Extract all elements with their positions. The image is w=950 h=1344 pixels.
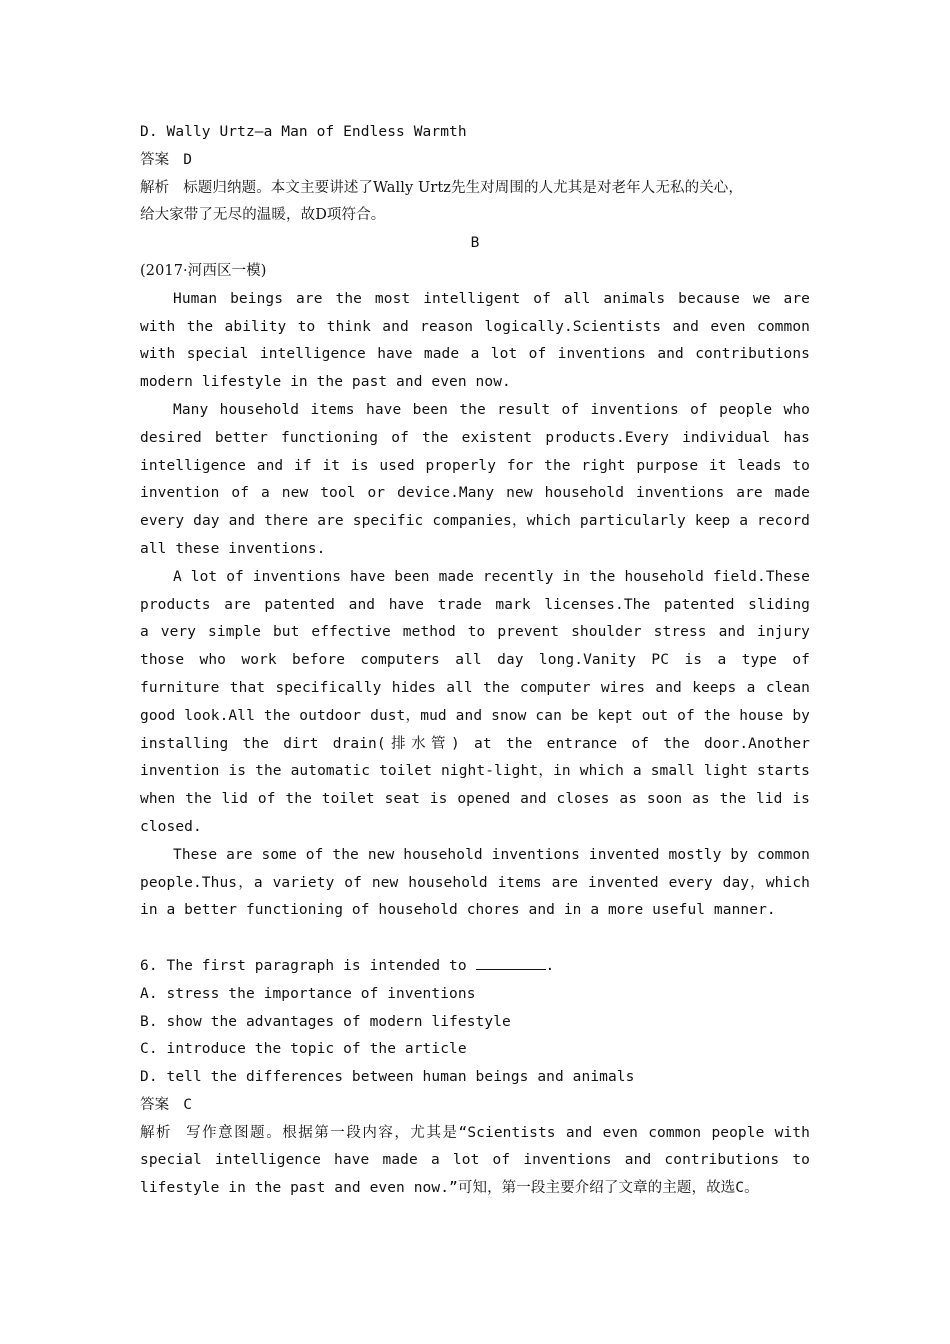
option-a: A. stress the importance of inventions — [140, 985, 476, 1002]
blank-line — [140, 925, 810, 953]
passage-line: all these inventions. — [140, 540, 326, 557]
source-note: (2017·河西区一模) — [140, 262, 267, 279]
passage-line: with special intelligence have made a lot of inventions and contributions — [140, 346, 810, 363]
passage-line: products are patented and have trade mark licenses.The patented sliding — [140, 596, 810, 613]
analysis-row-1 — [140, 175, 810, 203]
passage-line: closed. — [140, 818, 202, 835]
analysis-text: 写作意图题。根据第一段内容，尤其是“Scientists and even common people with — [186, 1124, 810, 1141]
question-stem-end: . — [545, 957, 555, 974]
passage-line: desired better functioning of the existent products.Every individual has — [140, 429, 810, 446]
option-d-previous: D. Wally Urtz—a Man of Endless Warmth — [140, 124, 467, 140]
passage-line: in a better functioning of household chores and in a more useful manner. — [140, 902, 776, 919]
section-title: B — [470, 235, 480, 252]
passage-line: modern lifestyle in the past and even now. — [140, 374, 511, 391]
passage-line: every day and there are specific companies，which particularly keep a record — [140, 513, 810, 530]
answer-label: 答案 — [140, 151, 170, 168]
passage-line: These are some of the new household inventions invented mostly by common — [173, 846, 810, 863]
passage-line: invention is the automatic toilet night-light，in which a small light starts — [140, 763, 810, 780]
passage-line: with the ability to think and reason logically.Scientists and even common — [140, 318, 810, 335]
passage-line: when the lid of the toilet seat is opened and closes as soon as the lid is — [140, 791, 810, 808]
analysis-row-2 — [140, 1120, 810, 1148]
question-stem-text: 6. The first paragraph is intended to — [140, 957, 476, 974]
passage-line: people.Thus，a variety of new household items are invented every day，which — [140, 874, 810, 891]
analysis-label: 解析 — [140, 1124, 173, 1141]
option-d: D. tell the differences between human beings and animals — [140, 1069, 635, 1086]
passage-line: intelligence and if it is used properly for the right purpose it leads to — [140, 457, 810, 474]
passage-line: Many household items have been the result of inventions of people who — [173, 401, 810, 418]
option-b: B. show the advantages of modern lifestyle — [140, 1013, 511, 1030]
answer-row-1 — [140, 147, 810, 175]
option-c: C. introduce the topic of the article — [140, 1041, 467, 1058]
analysis-text-continued: 给大家带了无尽的温暖，故D项符合。 — [140, 207, 386, 224]
answer-value: D — [183, 151, 193, 168]
passage-line: Human beings are the most intelligent of all animals because we are — [173, 290, 810, 307]
answer-label: 答案 — [140, 1096, 170, 1113]
passage-line: invention of a new tool or device.Many new household inventions are made — [140, 485, 810, 502]
answer-value: C — [183, 1096, 193, 1113]
analysis-text-continued: special intelligence have made a lot of inventions and contributions to — [140, 1152, 810, 1169]
passage-line: a very simple but effective method to prevent shoulder stress and injury — [140, 624, 810, 641]
answer-blank — [476, 955, 546, 970]
analysis-text: 标题归纳题。本文主要讲述了Wally Urtz先生对周围的人尤其是对老年人无私的关心， — [183, 179, 743, 196]
passage-line: furniture that specifically hides all the computer wires and keeps a clean — [140, 679, 810, 696]
passage-line: installing the dirt drain(排水管) at the entrance of the door.Another — [140, 735, 810, 752]
question-stem — [140, 953, 810, 981]
analysis-label: 解析 — [140, 179, 170, 196]
analysis-text-continued: lifestyle in the past and even now.”可知，第一段主要介绍了文章的主题，故选C。 — [140, 1180, 759, 1197]
document-page — [140, 119, 810, 1203]
passage-line: A lot of inventions have been made recently in the household field.These — [173, 568, 810, 585]
passage-line: good look.All the outdoor dust，mud and snow can be kept out of the house by — [140, 707, 810, 724]
passage-line: those who work before computers all day long.Vanity PC is a type of — [140, 652, 810, 669]
answer-row-2 — [140, 1092, 810, 1120]
